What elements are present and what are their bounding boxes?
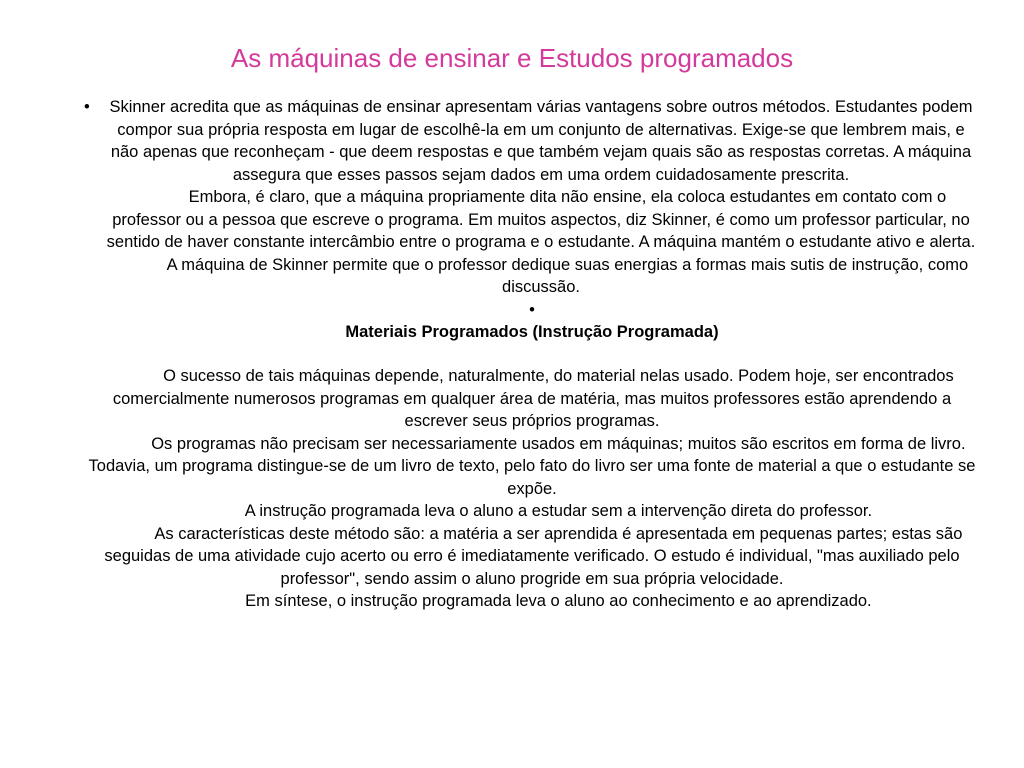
slide-title: As máquinas de ensinar e Estudos programados bbox=[230, 43, 794, 73]
section-subheading: Materiais Programados (Instrução Programada) bbox=[345, 322, 719, 341]
paragraph-skinner-advantages: Skinner acredita que as máquinas de ensinar apresentam várias vantagens sobre outros métodos. Estudantes podem compor sua própria resposta em lugar de escolhê-la em um conjunto de alternativas. Exige-se que lembrem mais, e não apenas que reconheçam - que deem respostas e que também vejam quais são as respostas corretas. A máquina assegura que esses passos sejam dados em uma ordem cuidadosamente prescrita. bbox=[109, 98, 973, 184]
spacer bbox=[84, 343, 980, 365]
paragraph-summary: Em síntese, o instrução programada leva o aluno ao conhecimento e ao aprendizado. bbox=[245, 592, 872, 610]
paragraph-success-material: O sucesso de tais máquinas depende, naturalmente, do material nelas usado. Podem hoje, ser encontrados comercialmente numerosos programas em qualquer área de matéria, mas muitos professores estão aprendendo a escrever seus próprios programas. bbox=[112, 367, 954, 430]
bullet-item bbox=[84, 96, 980, 299]
paragraph-characteristics: As características deste método são: a matéria a ser aprendida é apresentada em pequenas partes; estas são seguidas de uma atividade cujo acerto ou erro é imediatamente verificado. O estudo é individual, "mas auxiliado pelo professor", sendo assim o aluno progride em sua própria velocidade. bbox=[104, 524, 963, 588]
paragraph-machine-contact: Embora, é claro, que a máquina propriamente dita não ensine, ela coloca estudantes em contato com o professor ou a pessoa que escreve o programa. Em muitos aspectos, diz Skinner, é como um professor particular, no sentido de haver constante intercâmbio entre o programa e o estudante. A máquina mantém o estudante ativo e alerta. bbox=[106, 188, 976, 251]
slide-body bbox=[84, 96, 980, 613]
bullet-icon: • bbox=[84, 98, 90, 116]
empty-bullet-icon: • bbox=[529, 300, 535, 319]
paragraph-programmed-instruction: A instrução programada leva o aluno a estudar sem a intervenção direta do professor. bbox=[244, 502, 873, 520]
paragraph-book-form: Os programas não precisam ser necessariamente usados em máquinas; muitos são escritos em forma de livro. Todavia, um programa distingue-se de um livro de texto, pelo fato do livro ser uma fonte de material a que o estudante se expõe. bbox=[88, 434, 976, 498]
paragraph-teacher-energy: A máquina de Skinner permite que o professor dedique suas energias a formas mais sutis de instrução, como discussão. bbox=[166, 255, 969, 296]
